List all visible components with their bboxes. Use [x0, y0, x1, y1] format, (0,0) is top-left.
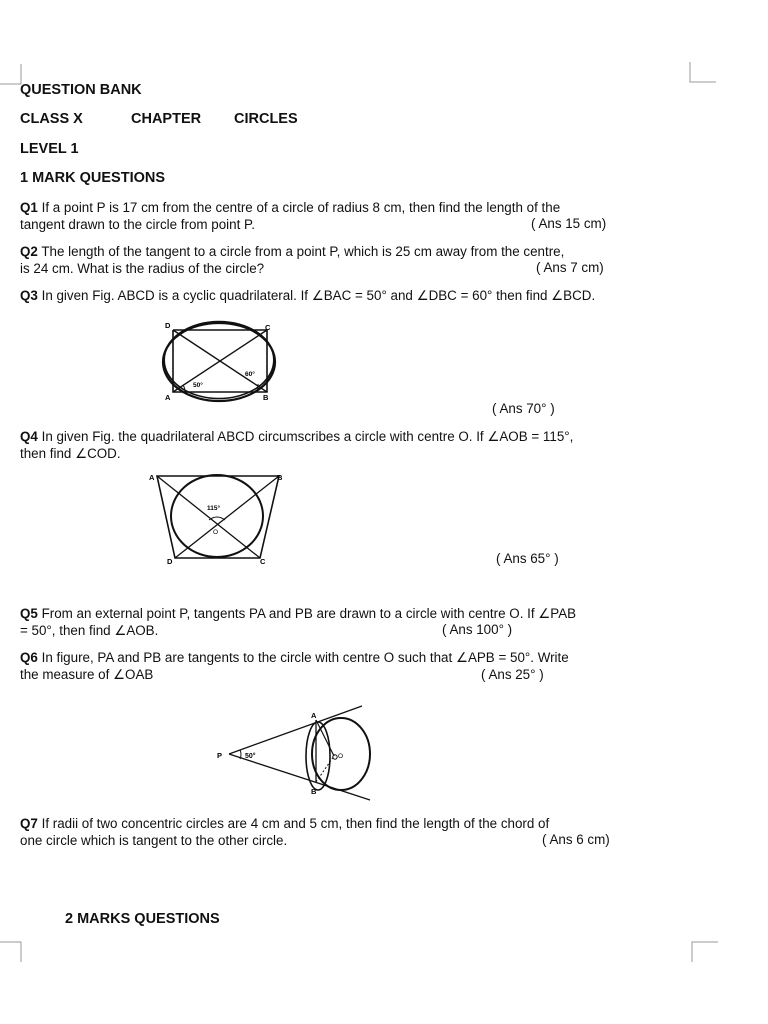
crop-mark-bottom-right: [690, 940, 720, 964]
question-4-line-2: then find ∠COD.: [20, 446, 121, 461]
answer-1: ( Ans 15 cm): [531, 216, 607, 231]
crop-mark-bottom-left: [0, 940, 24, 964]
answer-5: ( Ans 100° ): [442, 622, 513, 637]
fig3-label-d: D: [165, 321, 171, 330]
figure-tangents-from-external-point: [212, 702, 377, 802]
question-5-line-2: = 50°, then find ∠AOB.: [20, 623, 159, 638]
answer-4: ( Ans 65° ): [496, 551, 559, 566]
crop-mark-top-right: [688, 62, 718, 84]
fig4-angle-115: 115°: [207, 505, 221, 512]
question-3-line-1: Q3 In given Fig. ABCD is a cyclic quadrilateral. If ∠BAC = 50° and ∠DBC = 60° then find ∠BCD.: [20, 288, 596, 303]
fig6-label-a: A: [311, 711, 317, 720]
fig3-angle-50: 50°: [193, 382, 203, 389]
figure-circumscribed-quadrilateral: [145, 470, 290, 570]
question-2-line-2: is 24 cm. What is the radius of the circle?: [20, 261, 265, 276]
section-heading-1-mark: 1 MARK QUESTIONS: [20, 170, 166, 186]
question-1-line-1: Q1 If a point P is 17 cm from the centre of a circle of radius 8 cm, then find the length of the: [20, 200, 561, 215]
fig6-angle-50: 50°: [245, 753, 256, 760]
answer-3: ( Ans 70° ): [492, 401, 555, 416]
question-5-line-1: Q5 From an external point P, tangents PA and PB are drawn to a circle with centre O. If ∠PAB: [20, 606, 577, 621]
question-2-line-1: Q2 The length of the tangent to a circle from a point P, which is 25 cm away from the centre,: [20, 244, 565, 259]
fig3-label-c: C: [265, 323, 271, 332]
fig3-label-a: A: [165, 393, 171, 402]
question-6-line-1: Q6 In figure, PA and PB are tangents to the circle with centre O such that ∠APB = 50°. Write: [20, 650, 569, 665]
fig6-label-b: B: [311, 787, 317, 796]
question-1-line-2: tangent drawn to the circle from point P.: [20, 217, 255, 232]
fig4-label-a: A: [149, 473, 155, 482]
level-label: LEVEL 1: [20, 141, 79, 157]
section-heading-2-marks: 2 MARKS QUESTIONS: [65, 911, 220, 927]
question-4-line-1: Q4 In given Fig. the quadrilateral ABCD circumscribes a circle with centre O. If ∠AOB = 115°,: [20, 429, 574, 444]
fig3-label-b: B: [263, 393, 269, 402]
fig6-label-o: O: [338, 753, 344, 760]
fig4-label-d: D: [167, 557, 173, 566]
answer-7: ( Ans 6 cm): [542, 832, 610, 847]
fig6-label-p: P: [217, 751, 223, 760]
answer-6: ( Ans 25° ): [481, 667, 544, 682]
chapter-name: CIRCLES: [234, 111, 298, 127]
fig4-label-b: B: [277, 473, 283, 482]
question-6-line-2: the measure of ∠OAB: [20, 667, 154, 682]
figure-cyclic-quadrilateral: [155, 318, 285, 408]
class-label: CLASS X: [20, 111, 83, 127]
fig4-label-o: O: [213, 529, 219, 536]
answer-2: ( Ans 7 cm): [536, 260, 604, 275]
fig4-label-c: C: [260, 557, 266, 566]
fig3-angle-60: 60°: [245, 371, 255, 378]
chapter-label: CHAPTER: [131, 111, 202, 127]
question-7-line-2: one circle which is tangent to the other circle.: [20, 833, 288, 848]
page-title: QUESTION BANK: [20, 82, 142, 98]
question-7-line-1: Q7 If radii of two concentric circles are 4 cm and 5 cm, then find the length of the chord of: [20, 816, 550, 831]
